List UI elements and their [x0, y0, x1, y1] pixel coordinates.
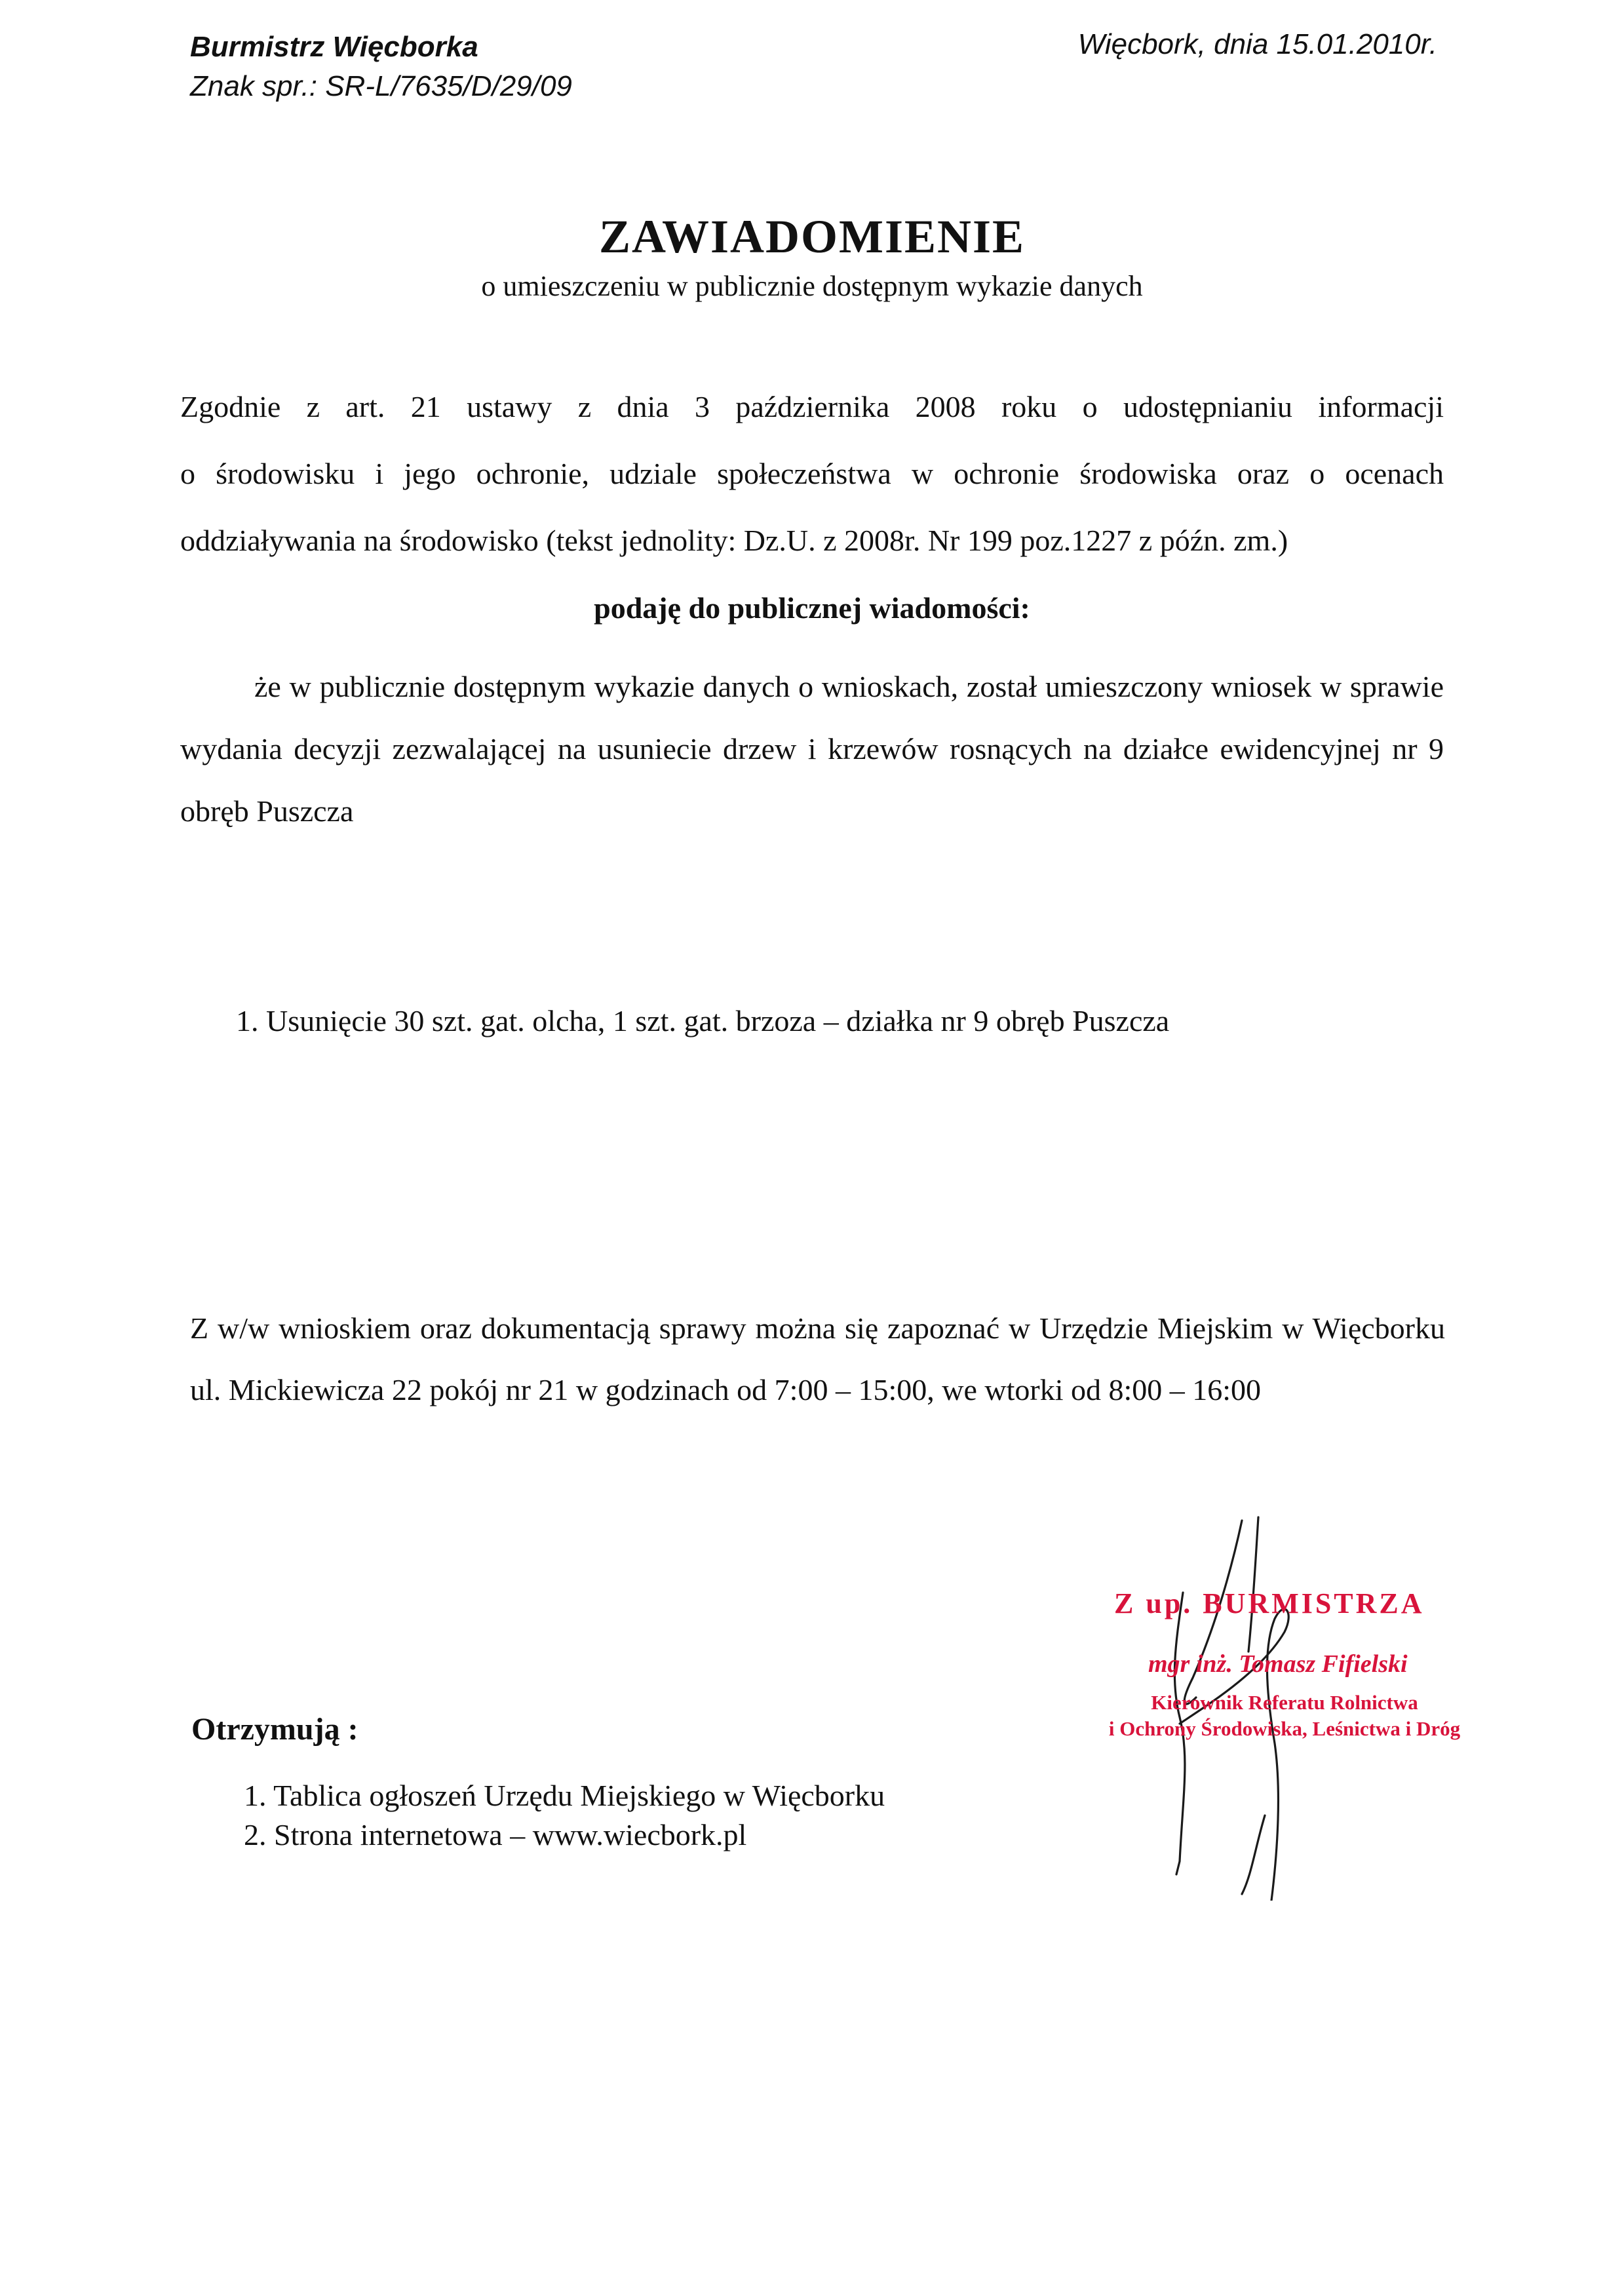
legal-basis-paragraph [180, 374, 1444, 574]
document-title: ZAWIADOMIENIE [598, 210, 1026, 263]
request-item-1: 1. Usunięcie 30 szt. gat. olcha, 1 szt. gat. brzoza – działka nr 9 obręb Puszcza [236, 1004, 1170, 1037]
stamp-position-line-2: i Ochrony Środowiska, Leśnictwa i Dróg [1108, 1717, 1461, 1740]
notice-body: że w publicznie dostępnym wykazie danych o wnioskach, został umieszczony wniosek w sprawie wydania decyzji zezwalającej na usuniecie drzew i krzewów rosnących na działce ewidencyjnej nr 9 obręb Puszcza [180, 670, 1444, 828]
place-date: Więcbork, dnia 15.01.2010r. [1077, 28, 1437, 60]
recipients-label: Otrzymują : [191, 1712, 358, 1747]
stamp-role: Z up. BURMISTRZA [1114, 1587, 1425, 1619]
announcement-heading: podaję do publicznej wiadomości: [594, 591, 1030, 625]
stamp-name: mgr inż. Tomasz Fifielski [1148, 1650, 1408, 1678]
legal-basis-rest: o środowisku i jego ochronie, udziale społeczeństwa w ochronie środowiska oraz o ocenach oddziaływania na środowisko (tekst jednolity: Dz.U. z 2008r. Nr 199 poz.1227 z późn. zm.) [180, 457, 1444, 557]
recipient-item: 1. Tablica ogłoszeń Urzędu Miejskiego w Więcborku [244, 1779, 885, 1812]
legal-basis-line-1: Zgodnie z art. 21 ustawy z dnia 3 października 2008 roku o udostępnianiu informacji [180, 390, 1444, 423]
inspection-info: Z w/w wnioskiem oraz dokumentacją sprawy można się zapoznać w Urzędzie Miejskim w Więcborku ul. Mickiewicza 22 pokój nr 21 w godzinach od 7:00 – 15:00, we wtorki od 8:00 – 16:00 [190, 1311, 1445, 1406]
reference-number: Znak spr.: SR-L/7635/D/29/09 [190, 70, 572, 102]
recipients-list [244, 1776, 885, 1855]
recipient-item: 2. Strona internetowa – www.wiecbork.pl [244, 1818, 747, 1851]
stamp-position [1088, 1690, 1481, 1742]
document-subtitle: o umieszczeniu w publicznie dostępnym wykazie danych [481, 270, 1143, 302]
stamp-position-line-1: Kierownik Referatu Rolnictwa [1151, 1691, 1418, 1714]
issuer-name: Burmistrz Więcborka [190, 31, 478, 63]
